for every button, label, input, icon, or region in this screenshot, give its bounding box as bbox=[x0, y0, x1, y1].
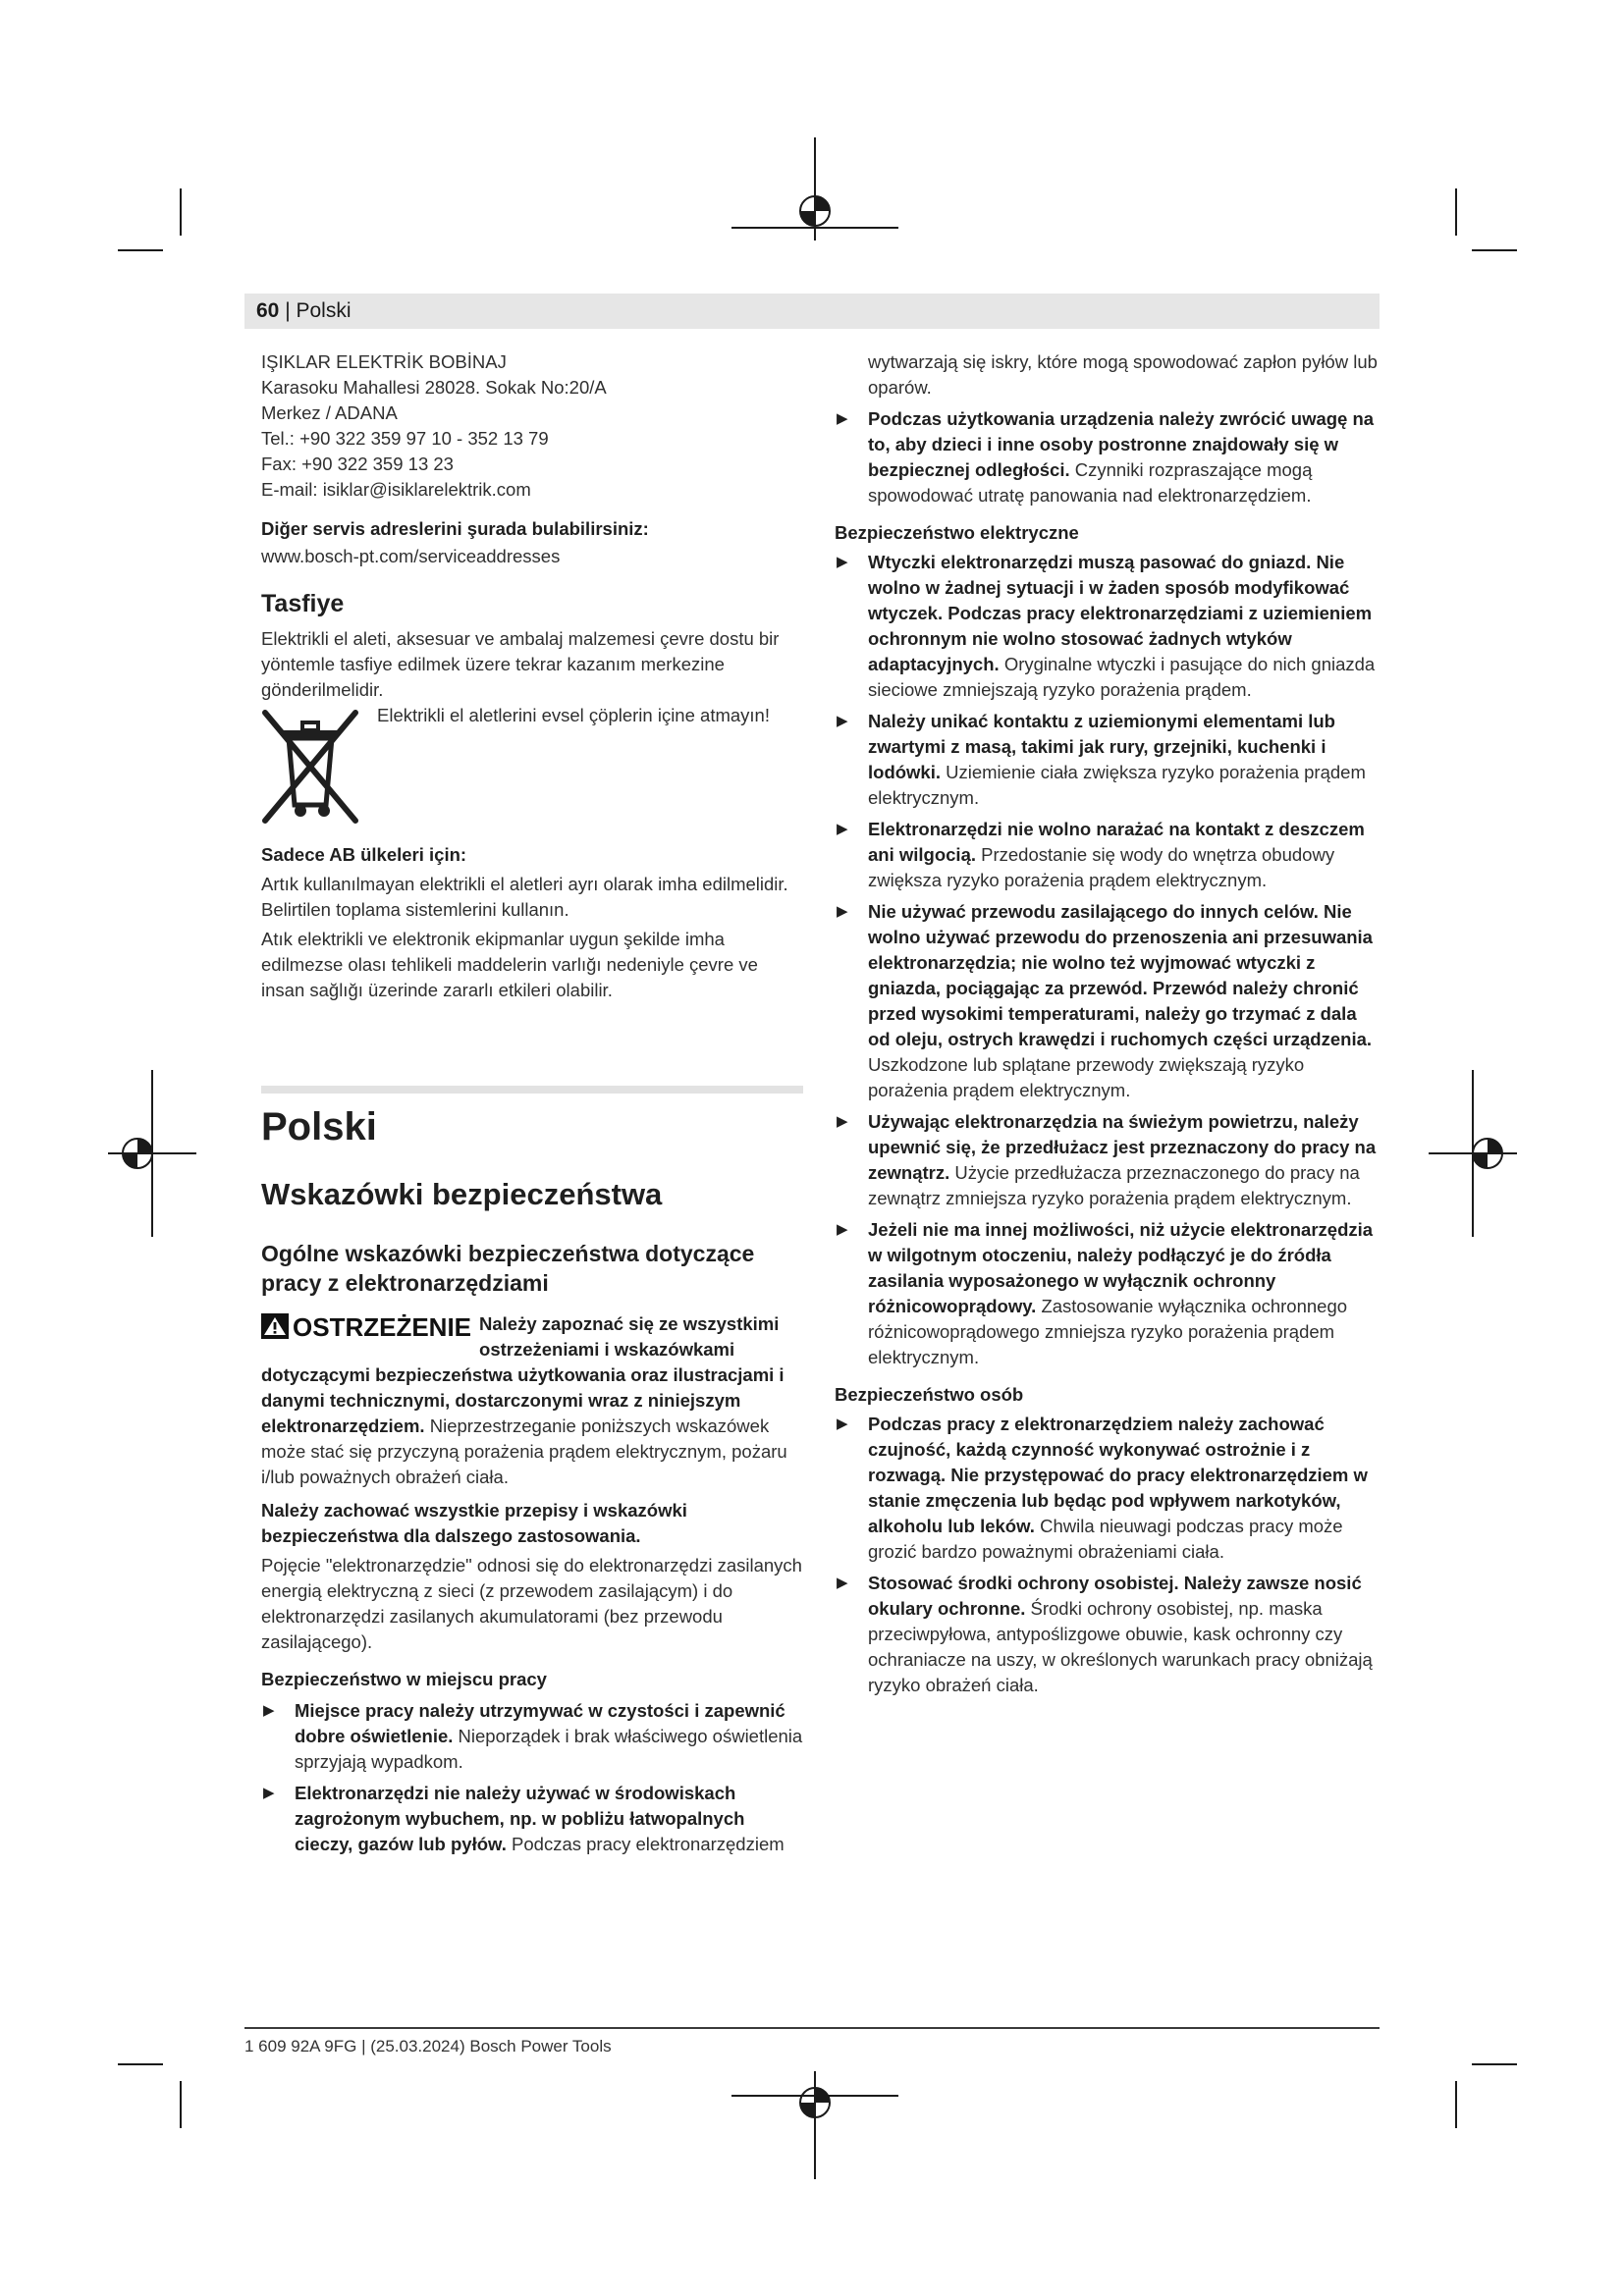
list-item-bold: Stosować środki ochrony osobistej. Należy zawsze nosić okulary ochronne. bbox=[868, 1573, 1362, 1619]
list-item-text: Czynniki rozpraszające mogą spowodować utratę panowania nad elektronarzędziem. bbox=[868, 459, 1313, 506]
list-item-text: Zastosowanie wyłącznika ochronnego różnicowoprądowego zmniejsza ryzyko porażenia prądem elektrycznym. bbox=[868, 1296, 1348, 1367]
tasfiye-heading: Tasfiye bbox=[261, 590, 345, 617]
ab-heading: Sadece AB ülkeleri için: bbox=[261, 844, 467, 865]
list-item bbox=[835, 709, 1380, 811]
section-divider bbox=[261, 1086, 803, 1094]
personal-safety-heading: Bezpieczeństwo osób bbox=[835, 1384, 1024, 1405]
page-header-bar bbox=[244, 294, 1380, 329]
registration-mark-left-icon bbox=[108, 1070, 196, 1237]
list-item bbox=[835, 899, 1380, 1103]
service-address bbox=[261, 349, 803, 503]
crossed-bin-icon bbox=[261, 709, 359, 825]
address-line: IŞIKLAR ELEKTRİK BOBİNAJ bbox=[261, 351, 507, 372]
list-item-bold: Używając elektronarzędzia na świeżym powietrzu, należy upewnić się, że przedłużacz jest przeznaczony do pracy na zewnątrz. bbox=[868, 1111, 1377, 1183]
list-item-bold: Należy unikać kontaktu z uziemionymi elementami lub zwartymi z masą, takimi jak rury, grzejniki, kuchenki i lodówki. bbox=[868, 711, 1335, 782]
footer-rule bbox=[244, 2027, 1380, 2029]
list-item bbox=[835, 1217, 1380, 1370]
registration-mark-top-icon bbox=[731, 137, 898, 245]
registration-mark-bottom-icon bbox=[731, 2071, 898, 2179]
page-number: 60 bbox=[256, 299, 280, 322]
header-section: Polski bbox=[296, 299, 352, 322]
work-area-heading: Bezpieczeństwo w miejscu pracy bbox=[261, 1669, 547, 1689]
tasfiye-text: Elektrikli el aleti, aksesuar ve ambalaj malzemesi çevre dostu bir yöntemle tasfiye edilmek üzere tekrar kazanım merkezine gönderilmelidir. bbox=[261, 628, 780, 700]
polski-heading: Polski bbox=[261, 1105, 377, 1148]
list-item-bold: Elektronarzędzi nie wolno narażać na kontakt z deszczem ani wilgocią. bbox=[868, 819, 1365, 865]
list-item-text: Uszkodzone lub splątane przewody zwiększają ryzyko porażenia prądem elektrycznym. bbox=[868, 1054, 1305, 1100]
warning-triangle-icon bbox=[261, 1313, 289, 1339]
safety-heading: Wskazówki bezpieczeństwa bbox=[261, 1177, 663, 1211]
definition-text: Pojęcie "elektronarzędzie" odnosi się do elektronarzędzi zasilanych energią elektryczną z sieci (z przewodem zasilającym) i do elektronarzędzi zasilanych akumulatorami (bez przewodu zasilającego). bbox=[261, 1555, 802, 1652]
list-item bbox=[261, 1698, 803, 1775]
warning-text: Nieprzestrzeganie poniższych wskazówek może stać się przyczyną porażenia prądem elektrycznym, pożaru i/lub poważnych obrażeń ciała. bbox=[261, 1415, 787, 1487]
registration-mark-right-icon bbox=[1429, 1070, 1517, 1237]
list-item-text: Środki ochrony osobistej, np. maska przeciwpyłowa, antypoślizgowe obuwie, kask ochronny czy ochraniacze na uszy, w określonych warunkach pracy obniżają ryzyko obrażeń ciała. bbox=[868, 1598, 1373, 1695]
list-item bbox=[835, 406, 1380, 508]
list-item-text: Nieporządek i brak właściwego oświetlenia sprzyjają wypadkom. bbox=[295, 1726, 803, 1772]
warning-bold-text: Należy zapoznać się ze wszystkimi ostrzeżeniami i wskazówkami dotyczącymi bezpieczeństwa użytkowania oraz ilustracjami i danymi technicznymi, dostarczonymi wraz z niniejszym elektronarzędziem. bbox=[261, 1313, 785, 1436]
page-footer: 1 609 92A 9FG | (25.03.2024) Bosch Power Tools bbox=[244, 2037, 612, 2056]
warning-label bbox=[261, 1311, 471, 1343]
weee-block bbox=[261, 703, 803, 830]
list-item bbox=[835, 1109, 1380, 1211]
list-item bbox=[835, 1412, 1380, 1565]
ab-text-1: Artık kullanılmayan elektrikli el aletleri ayrı olarak imha edilmelidir. Belirtilen toplama sistemlerini kullanın. bbox=[261, 874, 788, 920]
electrical-safety-heading: Bezpieczeństwo elektryczne bbox=[835, 522, 1079, 543]
list-item-text: Podczas pracy elektronarzędziem bbox=[512, 1834, 785, 1854]
list-item-text: Przedostanie się wody do wnętrza obudowy zwiększa ryzyko porażenia prądem elektrycznym. bbox=[868, 844, 1335, 890]
list-item-text: Chwila nieuwagi podczas pracy może grozić bardzo poważnymi obrażeniami ciała. bbox=[868, 1516, 1343, 1562]
page-header bbox=[256, 297, 352, 325]
list-item-text: Użycie przedłużacza przeznaczonego do pracy na zewnątrz zmniejsza ryzyko porażenia prądem elektrycznym. bbox=[868, 1162, 1360, 1208]
address-line: Tel.: +90 322 359 97 10 - 352 13 79 bbox=[261, 428, 549, 449]
general-safety-heading: Ogólne wskazówki bezpieczeństwa dotyczące pracy z elektronarzędziami bbox=[261, 1241, 755, 1296]
ab-text-2: Atık elektrikli ve elektronik ekipmanlar uygun şekilde imha edilmezse olası tehlikeli maddelerin varlığı nedeniyle çevre ve insan sağlığı üzerinde zararlı etkileri olabilir. bbox=[261, 929, 758, 1000]
address-line: E-mail: isiklar@isiklarelektrik.com bbox=[261, 479, 531, 500]
list-item-bold: Miejsce pracy należy utrzymywać w czystości i zapewnić dobre oświetlenie. bbox=[295, 1700, 785, 1746]
list-item-bold: Jeżeli nie ma innej możliwości, niż użycie elektronarzędzia w wilgotnym otoczeniu, należy podłączyć je do źródła zasilania wyposażonego w wyłącznik ochronny różnicowoprądowy. bbox=[868, 1219, 1374, 1316]
list-item bbox=[835, 1571, 1380, 1698]
weee-text: Elektrikli el aletlerini evsel çöplerin içine atmayın! bbox=[377, 705, 770, 725]
list-item-bold: Wtyczki elektronarzędzi muszą pasować do gniazd. Nie wolno w żadnej sytuacji i w żaden sposób modyfikować wtyczek. Podczas pracy elektronarzędziami z uziemieniem ochronnym nie wolno stosować żadnych wtyków adaptacyjnych. bbox=[868, 552, 1373, 674]
keep-instructions-text: Należy zachować wszystkie przepisy i wskazówki bezpieczeństwa dla dalszego zastosowania. bbox=[261, 1500, 687, 1546]
right-column bbox=[835, 349, 1380, 1698]
address-line: Karasoku Mahallesi 28028. Sokak No:20/A bbox=[261, 377, 607, 398]
list-item bbox=[835, 817, 1380, 893]
list-item-bold: Elektronarzędzi nie należy używać w środowiskach zagrożonym wybuchem, np. w pobliżu łatwopalnych cieczy, gazów lub pyłów. bbox=[295, 1783, 745, 1854]
service-url: www.bosch-pt.com/serviceaddresses bbox=[261, 546, 561, 566]
list-item bbox=[261, 1781, 803, 1857]
address-line: Fax: +90 322 359 13 23 bbox=[261, 454, 454, 474]
header-separator: | bbox=[279, 299, 297, 322]
service-heading: Diğer servis adreslerini şurada bulabilirsiniz: bbox=[261, 518, 649, 539]
list-item-text: Uziemienie ciała zwiększa ryzyko porażenia prądem elektrycznym. bbox=[868, 762, 1366, 808]
warning-block bbox=[261, 1311, 803, 1490]
list-item-bold: Podczas pracy z elektronarzędziem należy zachować czujność, każdą czynność wykonywać ostrożnie i z rozwagą. Nie przystępować do pracy elektronarzędziem w stanie zmęczenia lub będąc pod wpływem narkotyków, alkoholu lub leków. bbox=[868, 1414, 1368, 1536]
continuation-text: wytwarzają się iskry, które mogą spowodować zapłon pyłów lub oparów. bbox=[868, 351, 1378, 398]
list-item bbox=[835, 550, 1380, 703]
list-item-bold: Podczas użytkowania urządzenia należy zwrócić uwagę na to, aby dzieci i inne osoby postronne znajdowały się w bezpiecznej odległości. bbox=[868, 408, 1375, 480]
warning-word: OSTRZEŻENIE bbox=[293, 1312, 472, 1342]
left-column bbox=[261, 349, 803, 1857]
address-line: Merkez / ADANA bbox=[261, 402, 398, 423]
list-item-bold: Nie używać przewodu zasilającego do innych celów. Nie wolno używać przewodu do przenoszenia ani przesuwania elektronarzędzia; nie wolno też wyjmować wtyczki z gniazda, pociągając za przewód. Przewód należy chronić przed wysokimi temperaturami, należy go trzymać z dala od oleju, ostrych krawędzi i ruchomych części urządzenia. bbox=[868, 901, 1373, 1049]
list-item-text: Oryginalne wtyczki i pasujące do nich gniazda sieciowe zmniejszają ryzyko porażenia prądem. bbox=[868, 654, 1376, 700]
